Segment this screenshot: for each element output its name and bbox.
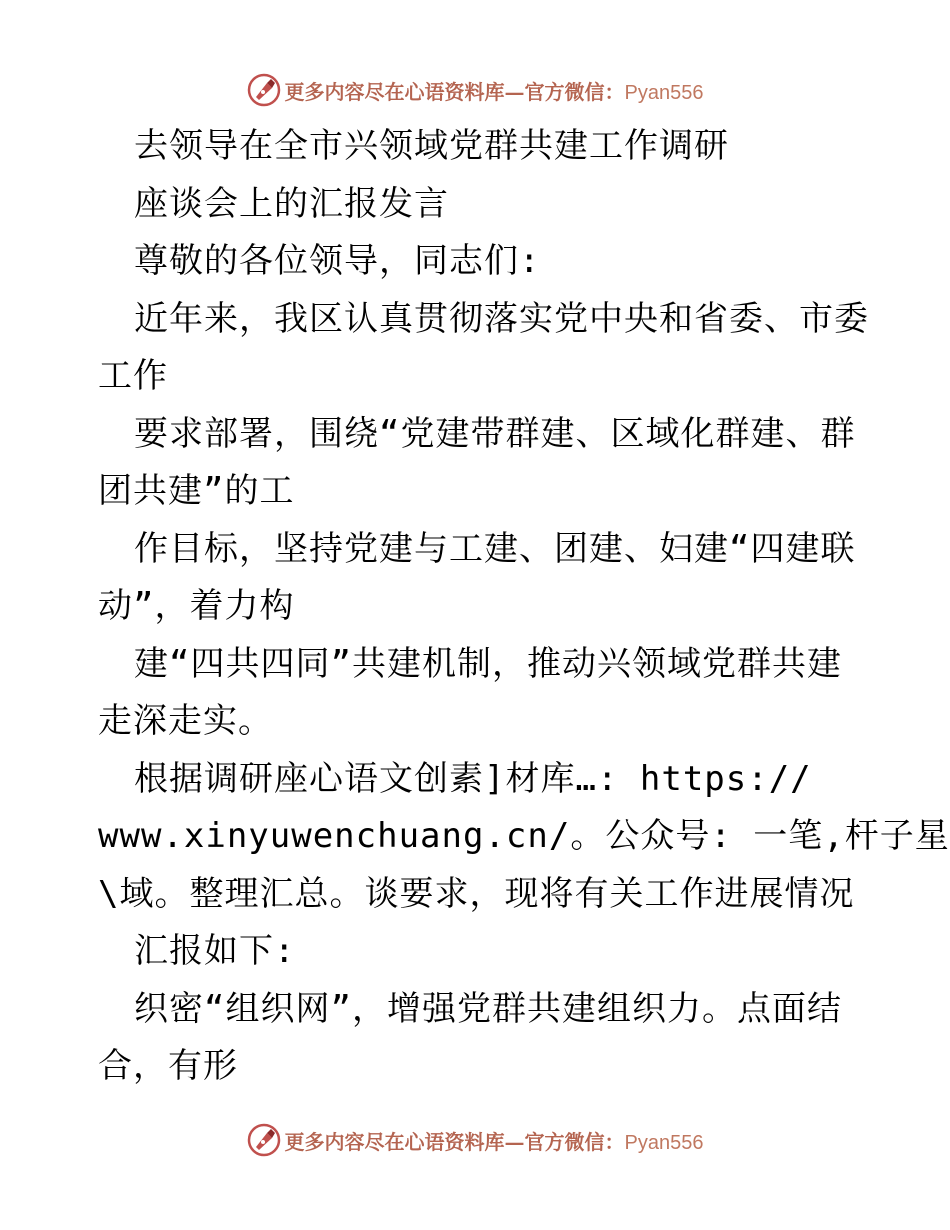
header-watermark bbox=[0, 70, 950, 110]
text-line: 建“四共四同”共建机制，推动兴领域党群共建 bbox=[134, 643, 842, 684]
text-line: 去领导在全市兴领域党群共建工作调研 bbox=[134, 126, 729, 166]
watermark-wechat-id: Pyan556 bbox=[624, 1131, 704, 1154]
text-line: 要求部署，围绕“党建带群建、区域化群建、群 bbox=[134, 413, 856, 454]
footer-watermark bbox=[0, 1120, 950, 1160]
text-line: \域。整理汇总。谈要求，现将有关工作进展情况 bbox=[98, 873, 855, 914]
text-line: 工作 bbox=[98, 356, 168, 396]
text-line: 合，有形 bbox=[98, 1046, 238, 1086]
text-line: 作目标，坚持党建与工建、团建、妇建“四建联 bbox=[134, 528, 856, 569]
pen-nib-logo-icon bbox=[247, 73, 281, 107]
text-line: www.xinyuwenchuang.cn/。公众号: 一笔,杆子星 bbox=[98, 816, 950, 856]
watermark-wechat-id: Pyan556 bbox=[624, 81, 704, 104]
text-line: 织密“组织网”，增强党群共建组织力。点面结 bbox=[134, 988, 842, 1029]
text-line: 汇报如下: bbox=[134, 931, 296, 971]
text-line: 团共建”的工 bbox=[98, 471, 295, 511]
watermark-text: 更多内容尽在心语资料库—官方微信： bbox=[284, 1129, 625, 1154]
text-line: 走深走实。 bbox=[98, 701, 273, 741]
pen-nib-logo-icon bbox=[247, 1123, 281, 1157]
document-body bbox=[98, 118, 950, 1096]
text-line: 根据调研座心语文创素]材库…: https:// bbox=[134, 758, 812, 799]
watermark-text: 更多内容尽在心语资料库—官方微信： bbox=[284, 79, 625, 104]
text-line: 座谈会上的汇报发言 bbox=[134, 183, 449, 224]
text-line: 动”，着力构 bbox=[98, 586, 295, 626]
text-line: 尊敬的各位领导，同志们: bbox=[134, 241, 541, 281]
text-line: 近年来，我区认真贯彻落实党中央和省委、市委 bbox=[134, 298, 869, 339]
